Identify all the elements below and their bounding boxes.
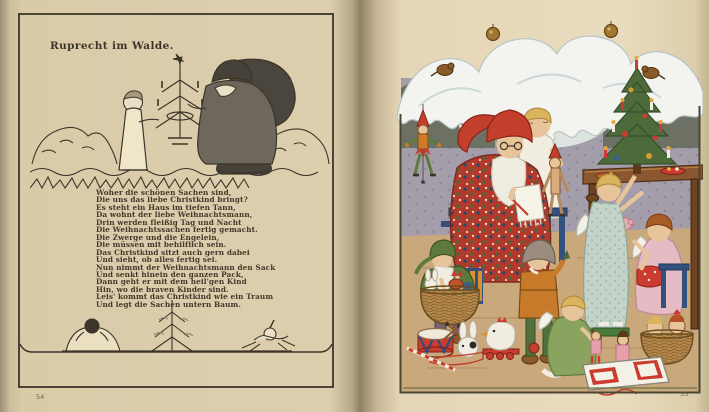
- toy-ball: [529, 343, 539, 353]
- left-page: [0, 0, 352, 412]
- illustration-weihnachtswerkstatt: [397, 18, 703, 399]
- christkind-figure: [119, 91, 159, 170]
- right-page: [352, 0, 709, 412]
- poem-line: Drin werden fleißig Tag und Nacht: [96, 217, 242, 227]
- page-number-left: 54: [36, 393, 45, 401]
- doll-in-snow: [66, 319, 120, 351]
- page-number-right: 55: [680, 390, 689, 398]
- jumping-jack-doll: [242, 320, 295, 351]
- candle-tree: [156, 54, 204, 144]
- small-fir-tree: [152, 300, 193, 351]
- poem-line: Da wohnt der liebe Weihnachtsmann,: [96, 210, 253, 220]
- page-title: Ruprecht im Walde.: [50, 40, 174, 52]
- poem-line: Und senkt hinein den ganzen Pack,: [96, 269, 244, 279]
- poem-line: Die Zwerge und die Engelein,: [96, 232, 220, 242]
- poem-line: Das Christkind sitzt auch gern dabei: [96, 247, 250, 257]
- poem: [96, 189, 296, 308]
- vignette-snow-toys: [32, 300, 320, 352]
- ruprecht-figure: [188, 59, 295, 174]
- poem-line: Nun nimmt der Weihnachtsmann den Sack: [96, 262, 276, 272]
- poem-line: Woher die schönen Sachen sind,: [96, 188, 232, 197]
- poem-line: Dann geht er mit dem heil'gen Kind: [96, 277, 247, 287]
- illustration-ruprecht-christkind: [30, 52, 330, 192]
- poem-line: Die Weihnachtssachen fertig gemacht.: [96, 225, 258, 235]
- poem-line: Es steht ein Haus im tiefen Tann,: [96, 202, 236, 212]
- poem-line: Leis' kommt das Christkind wie ein Traum: [96, 292, 274, 302]
- poem-line: Die uns das liebe Christkind bringt?: [96, 195, 248, 205]
- poem-line: Hin, wo die braven Kinder sind.: [96, 284, 229, 294]
- poem-line: Die müssen mit behilflich sein.: [96, 240, 227, 250]
- poem-line: Und sieht, ob alles fertig sei.: [96, 255, 218, 265]
- poem-line: Und legt die Sachen untern Baum.: [96, 299, 242, 309]
